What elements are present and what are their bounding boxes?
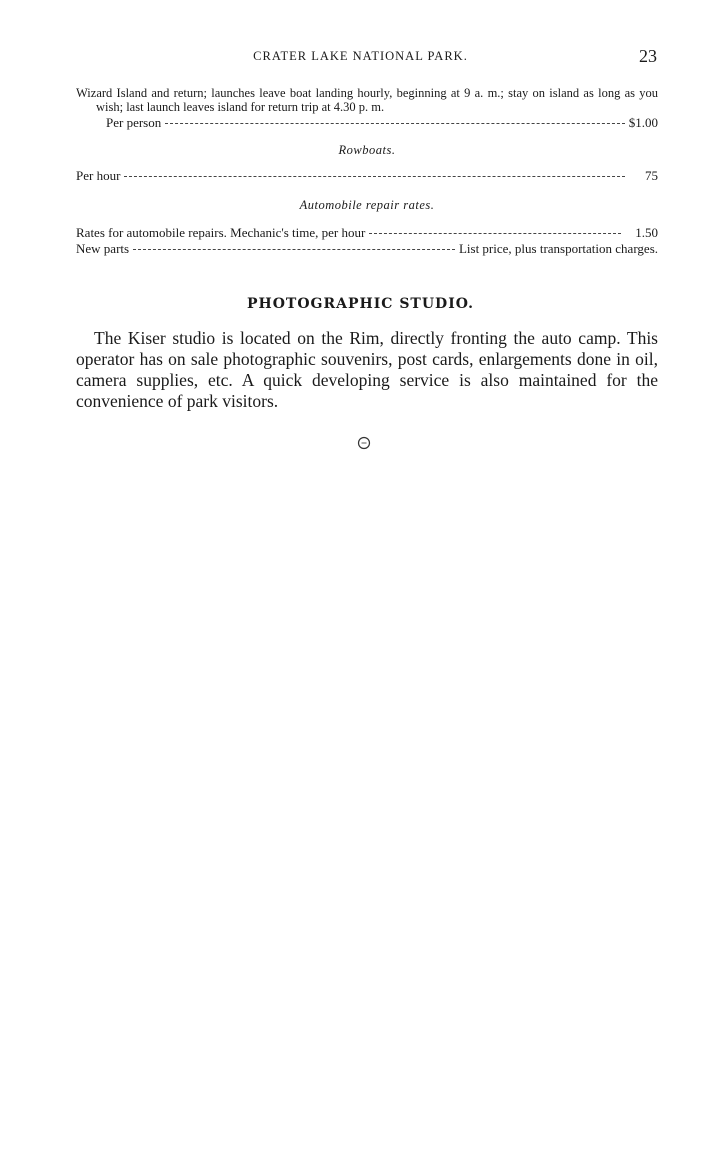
new-parts-label: New parts	[76, 241, 130, 256]
page-number: 23	[639, 46, 657, 66]
running-head	[0, 46, 721, 66]
mechanic-rate-row	[76, 225, 658, 241]
new-parts-value: List price, plus transportation charges.	[458, 241, 658, 256]
running-title: CRATER LAKE NATIONAL PARK.	[253, 49, 468, 63]
wizard-island-description: Wizard Island and return; launches leave boat landing hourly, beginning at 9 a. m.; stay on island as long as you wish; last launch leaves island for return trip at 4.30 p. m.	[76, 86, 658, 114]
rowboats-per-hour-row	[76, 168, 658, 184]
studio-paragraph: The Kiser studio is located on the Rim, directly fronting the auto camp. This operator has on sale photographic souvenirs, post cards, enlargements done in oil, camera supplies, etc. A quick developing service is also maintained for the convenience of park visitors.	[76, 328, 658, 411]
rowboats-heading: Rowboats.	[338, 143, 396, 157]
mechanic-label: Rates for automobile repairs. Mechanic's time, per hour	[76, 225, 366, 240]
printer-ornament-icon	[357, 436, 371, 450]
new-parts-row	[76, 241, 658, 257]
wizard-island-per-person-row	[76, 115, 658, 131]
leader-dots	[369, 233, 621, 234]
automobile-repair-heading: Automobile repair rates.	[299, 198, 435, 212]
mechanic-value: 1.50	[635, 225, 658, 240]
per-hour-value: 75	[645, 168, 658, 183]
per-person-value: $1.00	[628, 115, 658, 130]
leader-dots	[133, 249, 455, 250]
leader-dots	[165, 123, 625, 124]
per-hour-label: Per hour	[76, 168, 121, 183]
fare-schedule	[76, 86, 658, 257]
section-title: PHOTOGRAPHIC STUDIO.	[246, 296, 474, 312]
leader-dots	[124, 176, 625, 177]
per-person-label: Per person	[106, 115, 162, 130]
